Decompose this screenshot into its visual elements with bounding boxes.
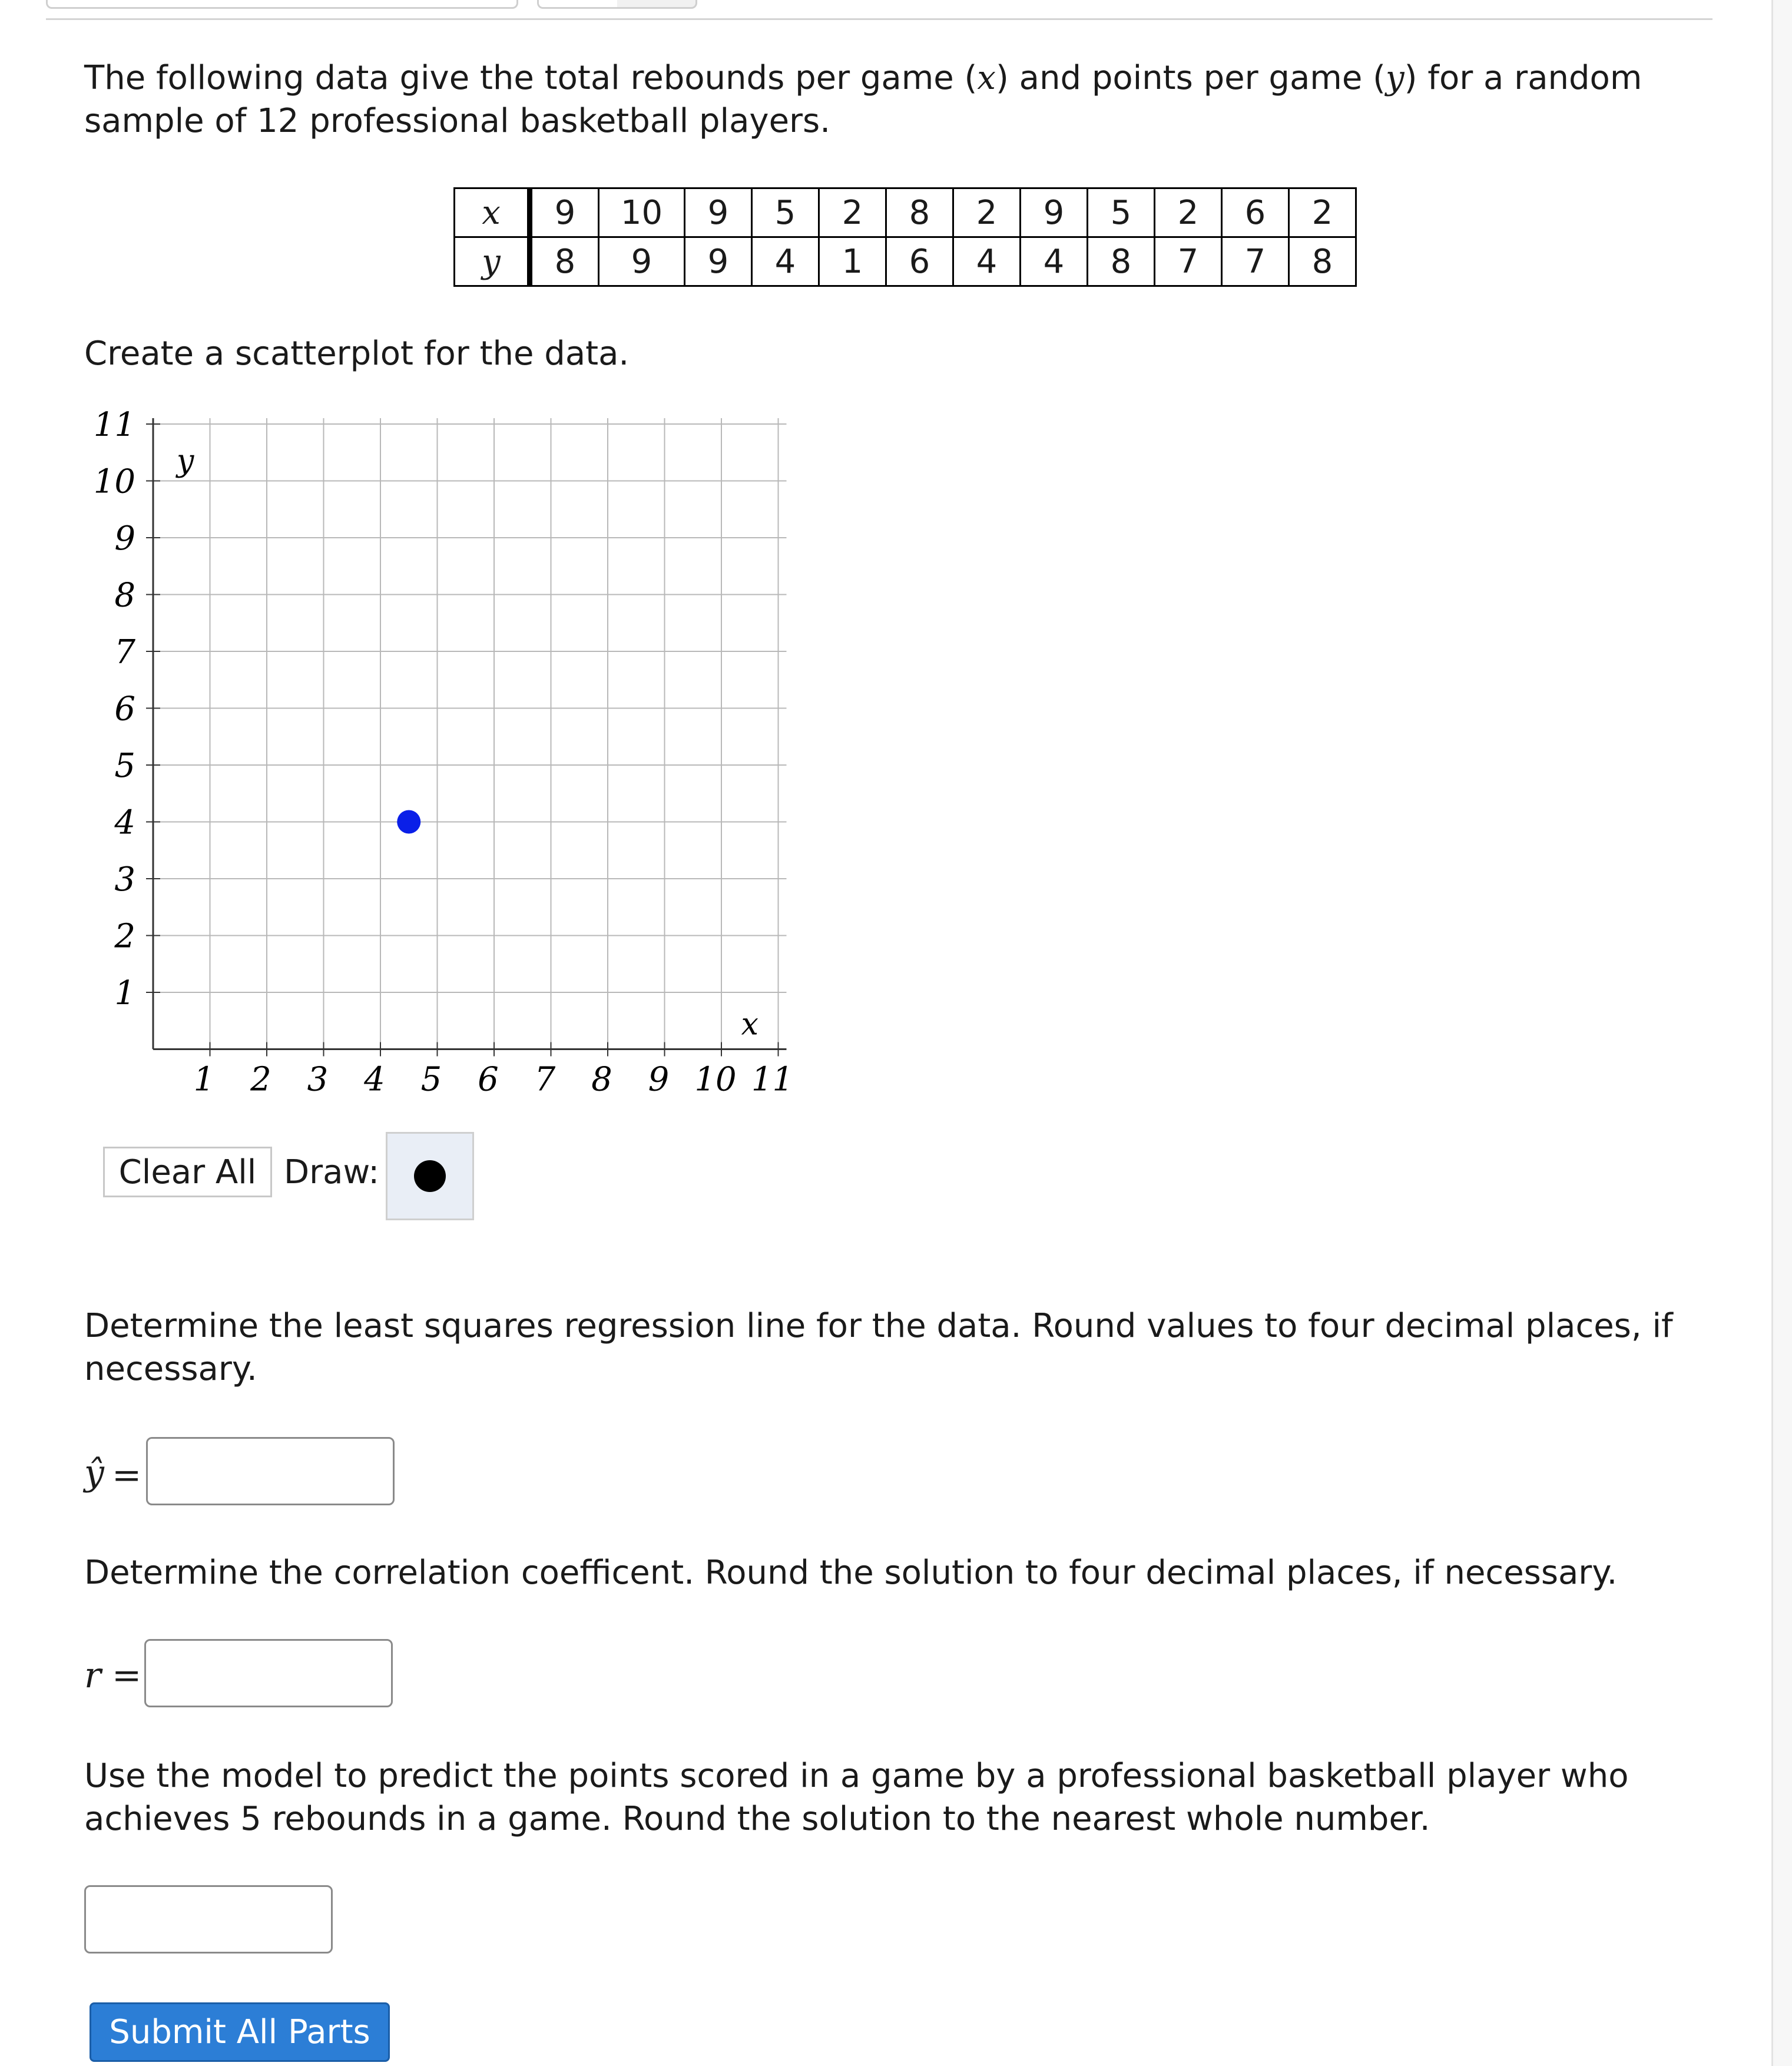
- y-axis-label: y: [177, 443, 194, 479]
- regression-prompt: Determine the least squares regression line for the data. Round values to four decimal places, if necessary.: [84, 1307, 1673, 1388]
- draw-toolbar: [103, 1145, 379, 1199]
- table-cell: 9: [685, 237, 752, 286]
- table-cell: 7: [1222, 237, 1289, 286]
- y-tick-label: 2: [114, 917, 135, 956]
- point-tool-button[interactable]: [386, 1132, 474, 1220]
- table-cell: 2: [819, 188, 886, 237]
- data-point: [397, 810, 420, 834]
- y-tick-label: 3: [114, 860, 135, 899]
- scatterplot-graph[interactable]: [0, 0, 824, 1131]
- table-cell: 2: [953, 188, 1021, 237]
- table-cell: 9: [685, 188, 752, 237]
- table-cell: 9: [1021, 188, 1088, 237]
- clear-all-button[interactable]: Clear All: [103, 1147, 272, 1197]
- correlation-input[interactable]: [144, 1639, 393, 1707]
- scrollbar-track[interactable]: [1771, 0, 1792, 2066]
- y-tick-label: 1: [114, 974, 135, 1012]
- x-axis-label: x: [741, 1006, 758, 1042]
- y-tick-label: 9: [114, 519, 135, 558]
- x-tick-label: 9: [648, 1060, 670, 1099]
- equals-sign: =: [112, 1655, 142, 1696]
- table-cell: 2: [1289, 188, 1356, 237]
- table-cell: 6: [1222, 188, 1289, 237]
- x-tick-label: 2: [250, 1060, 271, 1099]
- y-tick-label: 4: [114, 803, 135, 842]
- table-cell: 6: [886, 237, 953, 286]
- table-header-y: y: [455, 237, 530, 286]
- x-tick-label: 6: [478, 1060, 499, 1099]
- table-cell: 4: [1021, 237, 1088, 286]
- table-header-x: x: [455, 188, 530, 237]
- x-tick-label: 10: [694, 1060, 737, 1099]
- table-cell: 8: [1088, 237, 1155, 286]
- equals-sign: =: [112, 1455, 142, 1496]
- correlation-prompt: Determine the correlation coefficent. Round the solution to four decimal places, if necessary.: [84, 1554, 1618, 1592]
- x-tick-label: 7: [534, 1060, 556, 1099]
- intro-text: The following data give the total rebounds per game (x) and points per game (y) for a random sample of 12 professional basketball players.: [84, 59, 1642, 140]
- regression-input[interactable]: [146, 1437, 395, 1505]
- x-tick-label: 8: [591, 1060, 612, 1099]
- y-tick-label: 11: [93, 406, 135, 444]
- x-tick-label: 4: [364, 1060, 385, 1099]
- table-cell: 9: [530, 188, 599, 237]
- prediction-prompt: Use the model to predict the points scored in a game by a professional basketball player who achieves 5 rebounds in a game. Round the solution to the nearest whole number.: [84, 1757, 1629, 1838]
- r-label: r: [84, 1655, 101, 1696]
- x-tick-label: 5: [420, 1060, 442, 1099]
- table-cell: 10: [599, 188, 685, 237]
- y-hat-label: ŷ: [84, 1452, 104, 1494]
- table-cell: 9: [599, 237, 685, 286]
- table-cell: 2: [1155, 188, 1222, 237]
- y-tick-label: 8: [114, 576, 135, 615]
- table-cell: 4: [752, 237, 819, 286]
- x-tick-label: 1: [193, 1060, 215, 1099]
- x-tick-label: 11: [751, 1060, 794, 1099]
- filled-circle-icon: [414, 1160, 446, 1192]
- y-tick-label: 10: [93, 462, 135, 501]
- y-tick-label: 6: [114, 690, 135, 729]
- y-tick-label: 7: [114, 633, 135, 671]
- table-cell: 1: [819, 237, 886, 286]
- x-tick-label: 3: [307, 1060, 329, 1099]
- table-cell: 5: [1088, 188, 1155, 237]
- draw-label: Draw:: [284, 1153, 380, 1191]
- prediction-input[interactable]: [84, 1885, 333, 1954]
- table-cell: 5: [752, 188, 819, 237]
- table-cell: 8: [886, 188, 953, 237]
- submit-all-parts-button[interactable]: Submit All Parts: [90, 2002, 390, 2062]
- table-cell: 4: [953, 237, 1021, 286]
- table-cell: 8: [530, 237, 599, 286]
- scatter-prompt: Create a scatterplot for the data.: [84, 335, 630, 373]
- table-cell: 8: [1289, 237, 1356, 286]
- y-tick-label: 5: [114, 747, 135, 785]
- table-cell: 7: [1155, 237, 1222, 286]
